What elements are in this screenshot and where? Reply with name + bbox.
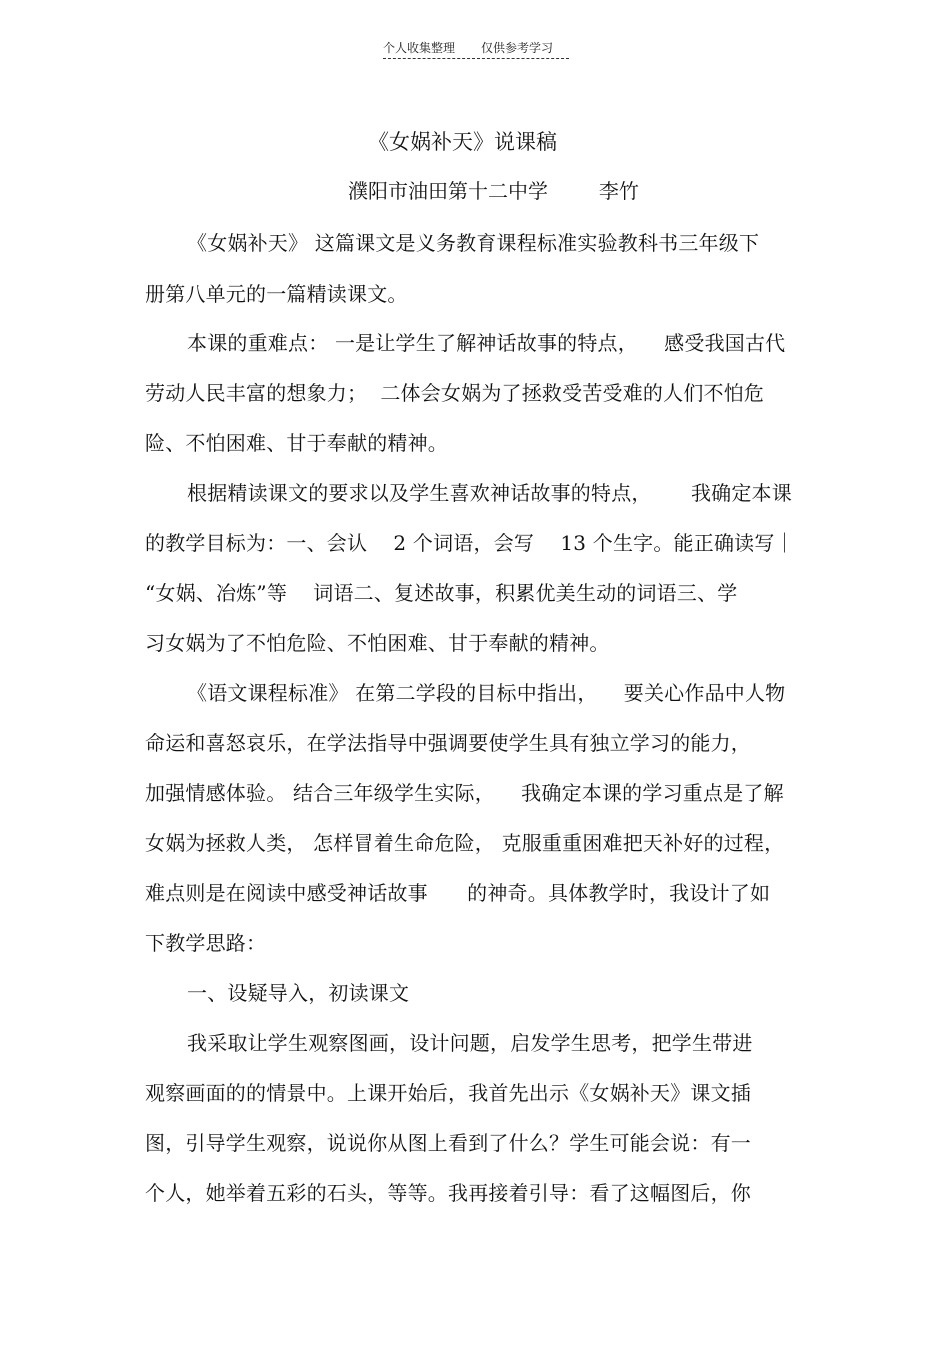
body-line: 习女娲为了不怕危险、不怕困难、甘于奉献的精神。: [145, 631, 610, 655]
body-line: 个人，她举着五彩的石头，等等。我再接着引导：看了这幅图后，你: [145, 1181, 751, 1205]
header-divider: [383, 58, 569, 59]
header-left-text: 个人收集整理: [383, 41, 456, 55]
document-subtitle: 濮阳市油田第十二中学 李竹: [348, 179, 639, 203]
section-heading: 一、设疑导入，初读课文: [187, 981, 410, 1005]
body-line: 观察画面的的情景中。上课开始后，我首先出示《女娲补天》课文插: [145, 1081, 751, 1105]
body-line: 命运和喜怒哀乐，在学法指导中强调要使学生具有独立学习的能力，: [145, 731, 751, 755]
body-line: 册第八单元的一篇精读课文。: [145, 282, 408, 306]
header-right-text: 仅供参考学习: [481, 41, 554, 55]
body-line: 我采取让学生观察图画，设计问题，启发学生思考，把学生带进: [187, 1031, 753, 1055]
body-line: 本课的重难点： 一是让学生了解神话故事的特点， 感受我国古代: [187, 331, 786, 355]
body-line: “女娲、冶炼”等 词语二、复述故事，积累优美生动的词语三、学: [145, 581, 738, 605]
body-line: 下教学思路：: [145, 931, 267, 955]
body-line: 图，引导学生观察，说说你从图上看到了什么？学生可能会说：有一: [145, 1131, 751, 1155]
body-line: 劳动人民丰富的想象力； 二体会女娲为了拯救受苦受难的人们不怕危: [145, 381, 765, 405]
document-title: 《女娲补天》说课稿: [368, 130, 557, 154]
page-header: [383, 40, 571, 60]
body-line: 《女娲补天》 这篇课文是义务教育课程标准实验教科书三年级下: [187, 231, 760, 255]
body-line: 《语文课程标准》 在第二学段的目标中指出， 要关心作品中人物: [187, 681, 786, 705]
body-line: 的教学目标为：一、会认 2 个词语，会写 13 个生字。能正确读写｜: [145, 531, 795, 555]
body-line: 加强情感体验。 结合三年级学生实际， 我确定本课的学习重点是了解: [145, 781, 784, 805]
body-line: 险、不怕困难、甘于奉献的精神。: [145, 431, 448, 455]
body-line: 女娲为拯救人类， 怎样冒着生命危险， 克服重重困难把天补好的过程，: [145, 831, 785, 855]
body-line: 根据精读课文的要求以及学生喜欢神话故事的特点， 我确定本课: [187, 481, 792, 505]
body-line: 难点则是在阅读中感受神话故事 的神奇。具体教学时，我设计了如: [145, 881, 771, 905]
